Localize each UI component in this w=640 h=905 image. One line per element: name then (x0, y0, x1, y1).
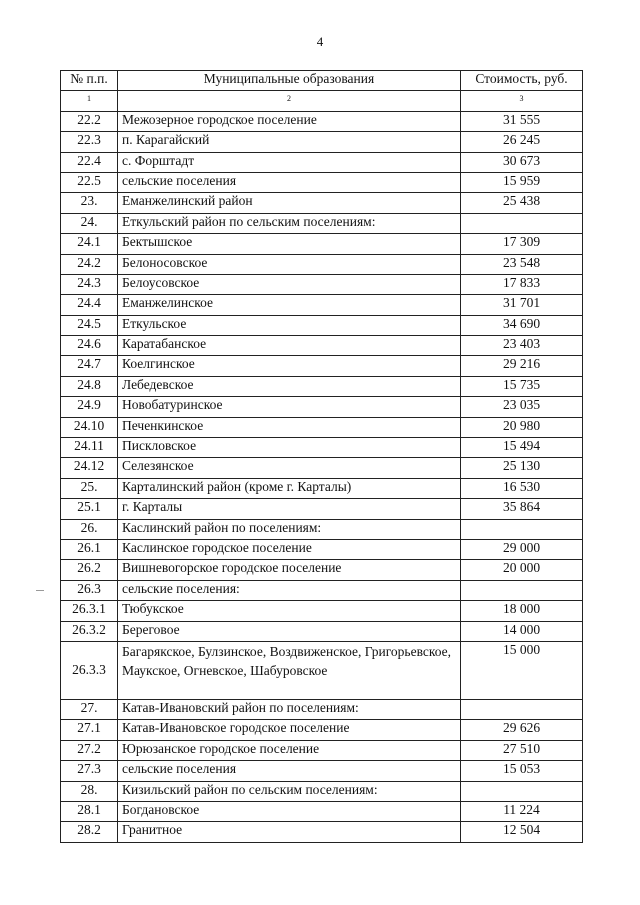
table-row (61, 699, 583, 719)
row-number: 26.3.2 (61, 621, 118, 641)
table-row (61, 740, 583, 760)
cost-value: 30 673 (461, 152, 583, 172)
table-row (61, 499, 583, 519)
row-number: 22.3 (61, 132, 118, 152)
table-row (61, 621, 583, 641)
municipality-name: Еманжелинский район (118, 193, 461, 213)
cost-value: 31 701 (461, 295, 583, 315)
row-number: 25.1 (61, 499, 118, 519)
municipality-name: Межозерное городское поселение (118, 111, 461, 131)
cost-value: 20 980 (461, 417, 583, 437)
row-number: 22.5 (61, 172, 118, 192)
header-municipality: Муниципальные образования (118, 71, 461, 91)
cost-value: 15 494 (461, 438, 583, 458)
municipality-name: Каслинское городское поселение (118, 539, 461, 559)
municipality-name: Богдановское (118, 801, 461, 821)
cost-value: 29 216 (461, 356, 583, 376)
row-number: 24. (61, 213, 118, 233)
municipality-name: Печенкинское (118, 417, 461, 437)
row-number: 27.3 (61, 761, 118, 781)
table-row (61, 336, 583, 356)
table-row (61, 478, 583, 498)
table-row (61, 111, 583, 131)
row-number: 27.1 (61, 720, 118, 740)
municipality-name: сельские поселения: (118, 580, 461, 600)
municipality-name: Катав-Ивановское городское поселение (118, 720, 461, 740)
cost-value: 17 309 (461, 234, 583, 254)
cost-value (461, 781, 583, 801)
row-number: 24.1 (61, 234, 118, 254)
table-row (61, 761, 583, 781)
cost-value (461, 519, 583, 539)
row-number: 24.10 (61, 417, 118, 437)
municipality-name: г. Карталы (118, 499, 461, 519)
municipality-name: п. Карагайский (118, 132, 461, 152)
table-row (61, 213, 583, 233)
cost-value: 29 626 (461, 720, 583, 740)
column-index-1: 1 (61, 91, 118, 111)
municipality-name: Еманжелинское (118, 295, 461, 315)
municipality-name: Юрюзанское городское поселение (118, 740, 461, 760)
cost-value: 27 510 (461, 740, 583, 760)
municipality-name: сельские поселения (118, 761, 461, 781)
cost-value: 23 403 (461, 336, 583, 356)
table-row (61, 397, 583, 417)
municipality-name: с. Форштадт (118, 152, 461, 172)
cost-value: 35 864 (461, 499, 583, 519)
row-number: 28. (61, 781, 118, 801)
cost-table (60, 70, 583, 843)
row-number: 24.8 (61, 376, 118, 396)
row-number: 24.9 (61, 397, 118, 417)
cost-value: 14 000 (461, 621, 583, 641)
table-row (61, 601, 583, 621)
row-number: 24.12 (61, 458, 118, 478)
table-body (61, 111, 583, 842)
cost-value: 34 690 (461, 315, 583, 335)
municipality-name: Каратабанское (118, 336, 461, 356)
row-number: 26.1 (61, 539, 118, 559)
municipality-name: Багарякское, Булзинское, Воздвиженское, Григорьевское, Маукское, Огневское, Шабуровское (118, 641, 461, 699)
header-cost: Стоимость, руб. (461, 71, 583, 91)
row-number: 24.3 (61, 274, 118, 294)
row-number: 24.4 (61, 295, 118, 315)
row-number: 28.2 (61, 822, 118, 842)
cost-value (461, 699, 583, 719)
table-row (61, 315, 583, 335)
cost-value (461, 213, 583, 233)
cost-value: 15 735 (461, 376, 583, 396)
row-number: 23. (61, 193, 118, 213)
municipality-name: сельские поселения (118, 172, 461, 192)
municipality-name: Селезянское (118, 458, 461, 478)
cost-value: 25 438 (461, 193, 583, 213)
row-number: 26.3.1 (61, 601, 118, 621)
table-row (61, 132, 583, 152)
cost-value: 12 504 (461, 822, 583, 842)
table-row (61, 560, 583, 580)
row-number: 24.2 (61, 254, 118, 274)
municipality-name: Еткульский район по сельским поселениям: (118, 213, 461, 233)
table-row (61, 274, 583, 294)
column-index-2: 2 (118, 91, 461, 111)
municipality-name: Кизильский район по сельским поселениям: (118, 781, 461, 801)
table-row (61, 356, 583, 376)
cost-value: 31 555 (461, 111, 583, 131)
row-number: 24.7 (61, 356, 118, 376)
cost-value: 23 035 (461, 397, 583, 417)
municipality-name: Белоносовское (118, 254, 461, 274)
row-number: 25. (61, 478, 118, 498)
cost-value: 15 000 (461, 641, 583, 699)
municipality-name: Вишневогорское городское поселение (118, 560, 461, 580)
table-row (61, 519, 583, 539)
row-number: 24.5 (61, 315, 118, 335)
row-number: 26.3 (61, 580, 118, 600)
table-row (61, 720, 583, 740)
table-row (61, 234, 583, 254)
municipality-name: Еткульское (118, 315, 461, 335)
column-index-3: 3 (461, 91, 583, 111)
cost-value: 15 053 (461, 761, 583, 781)
municipality-name: Тюбукское (118, 601, 461, 621)
cost-value: 16 530 (461, 478, 583, 498)
row-number: 26. (61, 519, 118, 539)
table-row (61, 801, 583, 821)
cost-value: 25 130 (461, 458, 583, 478)
table-row (61, 152, 583, 172)
table-row (61, 172, 583, 192)
municipality-name: Коелгинское (118, 356, 461, 376)
margin-mark (36, 590, 44, 591)
municipality-name: Лебедевское (118, 376, 461, 396)
table-row (61, 822, 583, 842)
municipality-name: Катав-Ивановский район по поселениям: (118, 699, 461, 719)
cost-value: 11 224 (461, 801, 583, 821)
municipality-name: Новобатуринское (118, 397, 461, 417)
row-number: 22.4 (61, 152, 118, 172)
cost-value: 17 833 (461, 274, 583, 294)
row-number: 24.6 (61, 336, 118, 356)
table-row (61, 539, 583, 559)
row-number: 27. (61, 699, 118, 719)
row-number: 22.2 (61, 111, 118, 131)
table-row (61, 295, 583, 315)
row-number: 26.2 (61, 560, 118, 580)
cost-value: 29 000 (461, 539, 583, 559)
table-row (61, 193, 583, 213)
table-row (61, 641, 583, 699)
row-number: 26.3.3 (61, 641, 118, 699)
table-row (61, 254, 583, 274)
table-row (61, 781, 583, 801)
municipality-name: Каслинский район по поселениям: (118, 519, 461, 539)
row-number: 27.2 (61, 740, 118, 760)
municipality-name: Пискловское (118, 438, 461, 458)
row-number: 28.1 (61, 801, 118, 821)
municipality-name: Береговое (118, 621, 461, 641)
header-row (61, 71, 583, 91)
table-row (61, 417, 583, 437)
cost-value (461, 580, 583, 600)
cost-value: 18 000 (461, 601, 583, 621)
table-row (61, 458, 583, 478)
cost-value: 15 959 (461, 172, 583, 192)
page-number: 4 (316, 34, 324, 49)
cost-value: 20 000 (461, 560, 583, 580)
municipality-name: Карталинский район (кроме г. Карталы) (118, 478, 461, 498)
municipality-name: Бектышское (118, 234, 461, 254)
column-index-row (61, 91, 583, 111)
header-number: № п.п. (61, 71, 118, 91)
table-row (61, 580, 583, 600)
municipality-name: Гранитное (118, 822, 461, 842)
table-row (61, 376, 583, 396)
row-number: 24.11 (61, 438, 118, 458)
municipality-name: Белоусовское (118, 274, 461, 294)
cost-value: 23 548 (461, 254, 583, 274)
cost-value: 26 245 (461, 132, 583, 152)
table-row (61, 438, 583, 458)
